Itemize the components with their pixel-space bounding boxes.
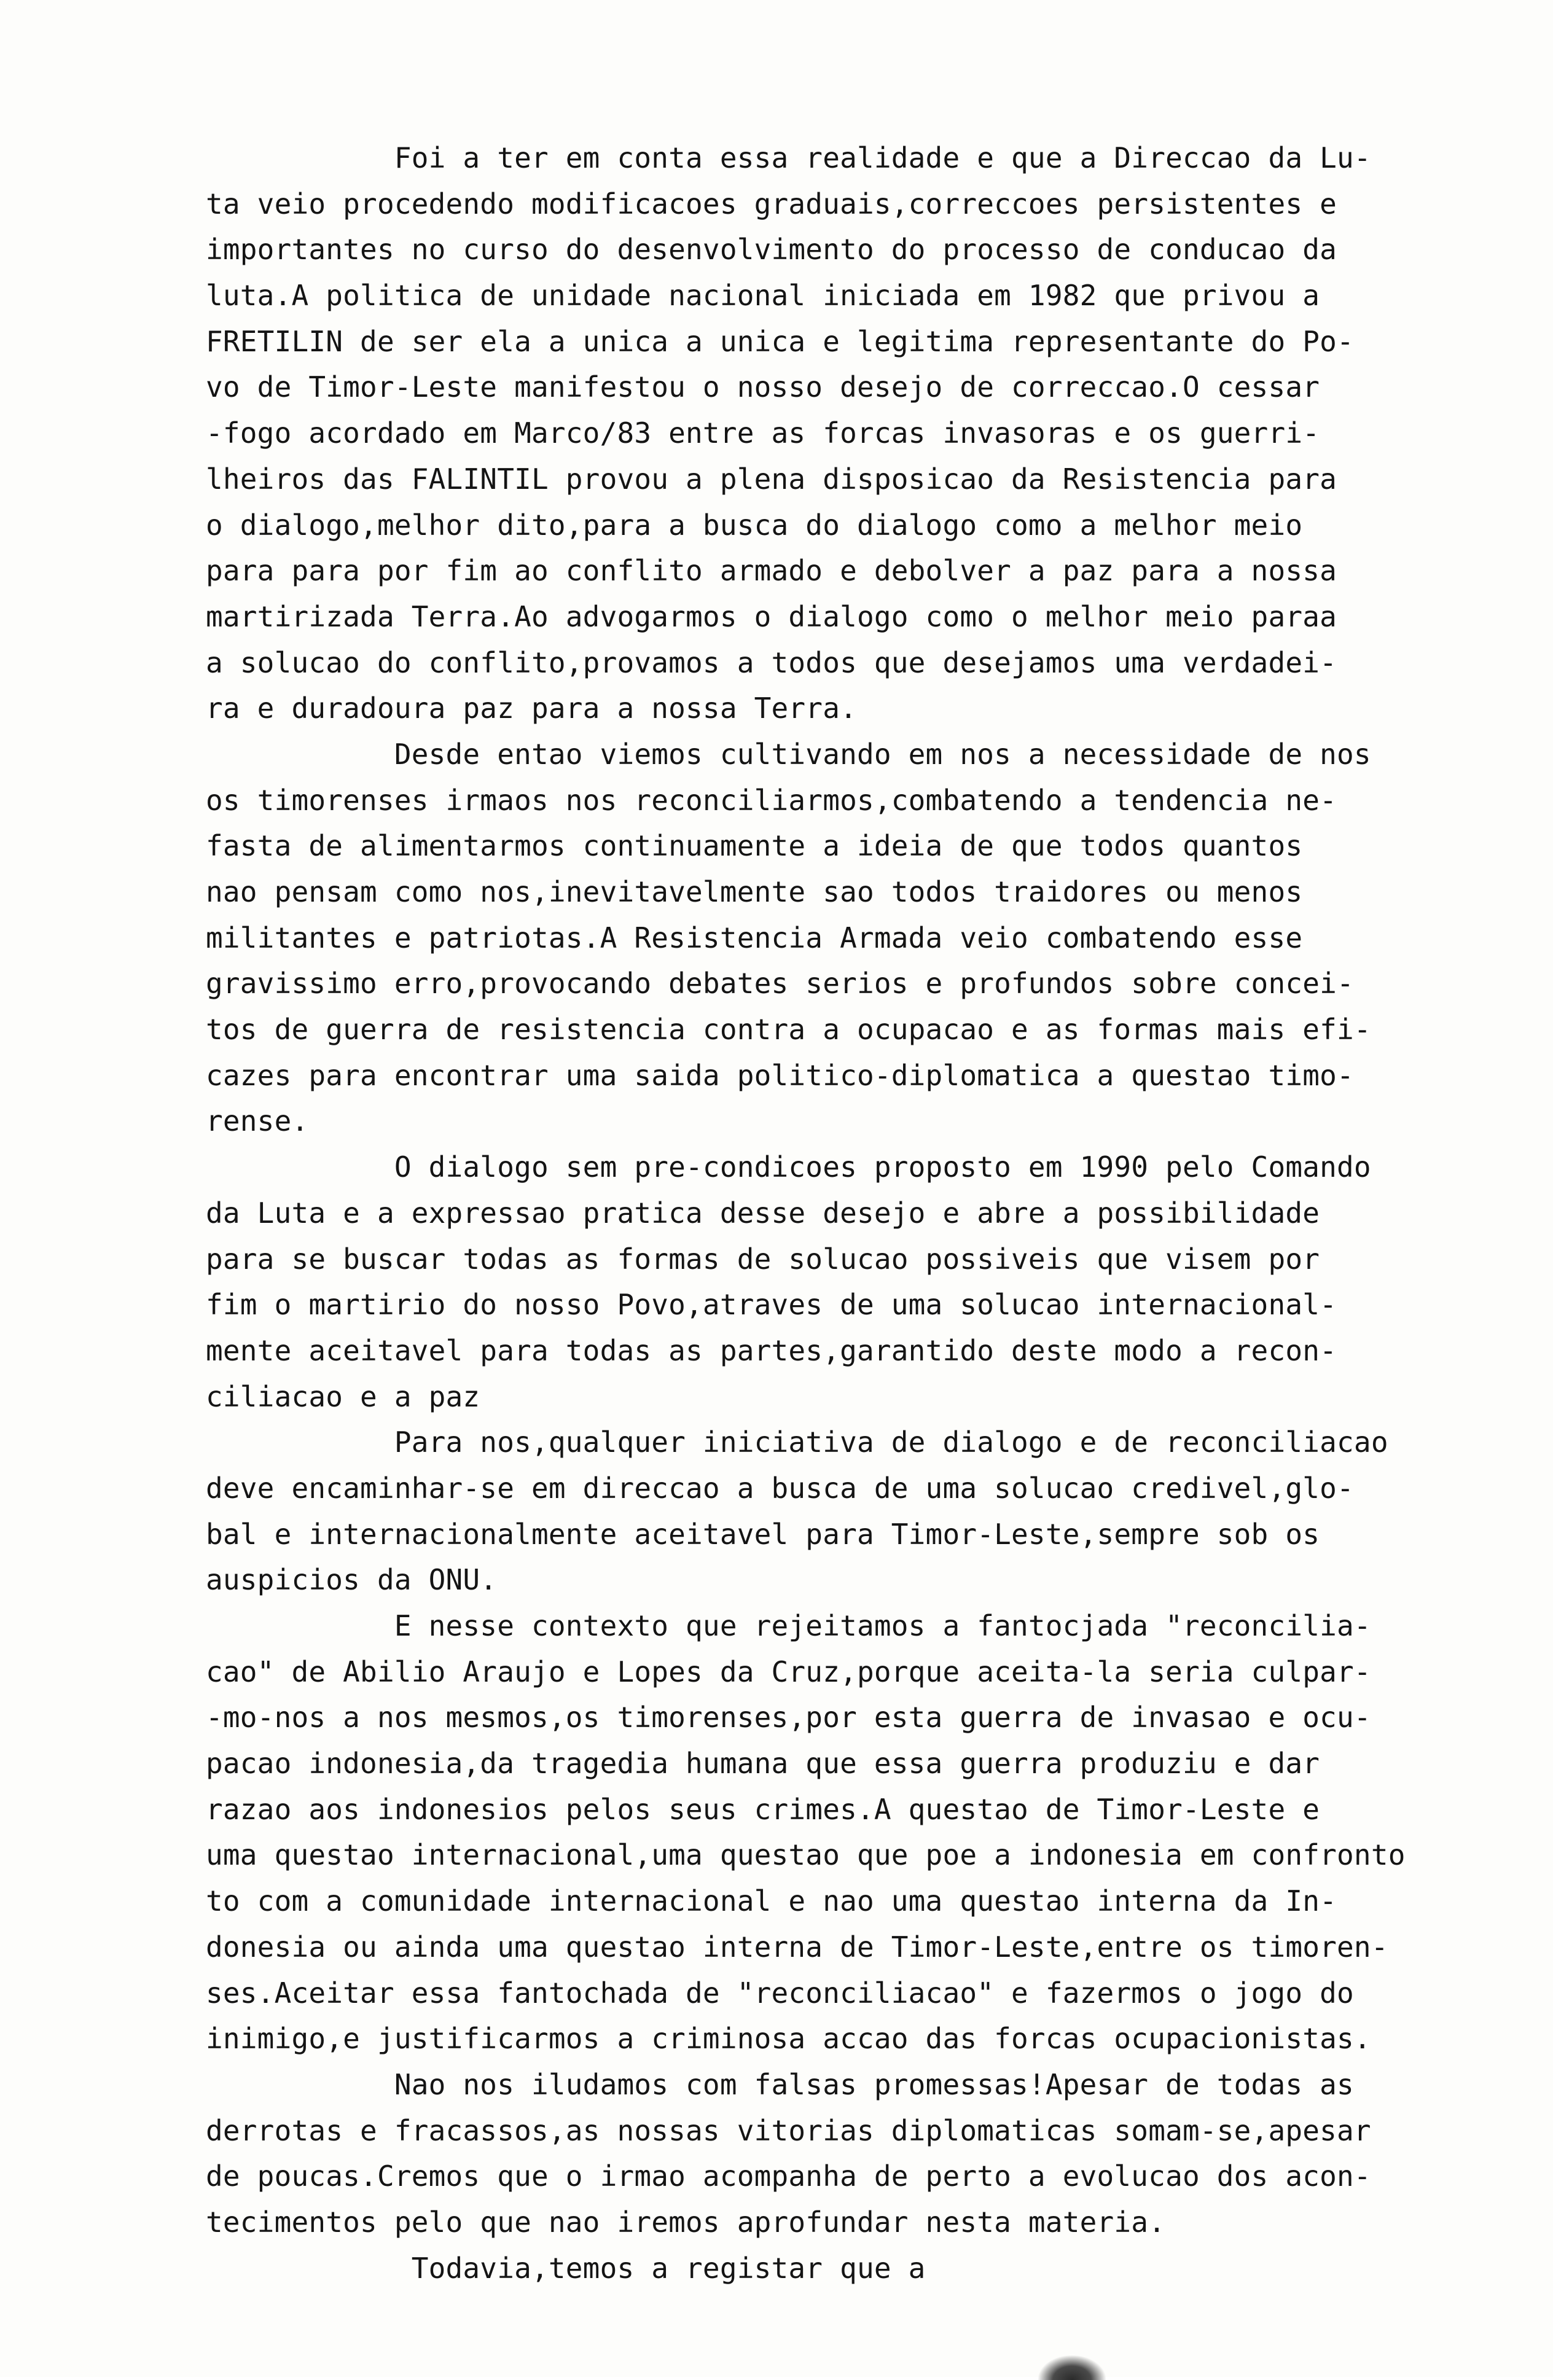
text-line: Nao nos iludamos com falsas promessas!Apesar de todas as	[206, 2067, 1354, 2101]
text-line: auspicios da ONU.	[206, 1563, 498, 1597]
text-line: fim o martirio do nosso Povo,atraves de uma solucao internacional-	[206, 1288, 1337, 1322]
text-line: fasta de alimentarmos continuamente a ideia de que todos quantos	[206, 829, 1303, 863]
text-line: derrotas e fracassos,as nossas vitorias diplomaticas somam-se,apesar	[206, 2113, 1371, 2147]
text-line: ses.Aceitar essa fantochada de "reconciliacao" e fazermos o jogo do	[206, 1976, 1354, 2010]
text-line: lheiros das FALINTIL provou a plena disposicao da Resistencia para	[206, 462, 1337, 496]
text-line: da Luta e a expressao pratica desse desejo e abre a possibilidade	[206, 1196, 1320, 1230]
ink-smudge-mark	[1038, 2355, 1106, 2380]
text-line: ciliacao e a paz	[206, 1379, 480, 1413]
text-line: ta veio procedendo modificacoes graduais,correccoes persistentes e	[206, 187, 1337, 220]
text-line: de poucas.Cremos que o irmao acompanha de perto a evolucao dos acon-	[206, 2160, 1371, 2193]
text-line: tos de guerra de resistencia contra a ocupacao e as formas mais efi-	[206, 1013, 1371, 1047]
text-line: ra e duradoura paz para a nossa Terra.	[206, 692, 857, 725]
text-line: E nesse contexto que rejeitamos a fantocjada "reconcilia-	[206, 1609, 1371, 1642]
text-line: pacao indonesia,da tragedia humana que essa guerra produziu e dar	[206, 1747, 1320, 1781]
text-line: uma questao internacional,uma questao que poe a indonesia em confronto	[206, 1838, 1406, 1872]
text-line: donesia ou ainda uma questao interna de Timor-Leste,entre os timoren-	[206, 1930, 1388, 1964]
text-line: luta.A politica de unidade nacional iniciada em 1982 que privou a	[206, 279, 1320, 313]
text-line: gravissimo erro,provocando debates serios e profundos sobre concei-	[206, 967, 1354, 1001]
text-line: to com a comunidade internacional e nao uma questao interna da In-	[206, 1884, 1337, 1918]
text-line: O dialogo sem pre-condicoes proposto em 1990 pelo Comando	[206, 1150, 1371, 1184]
text-line: o dialogo,melhor dito,para a busca do dialogo como a melhor meio	[206, 508, 1303, 542]
text-line: nao pensam como nos,inevitavelmente sao todos traidores ou menos	[206, 875, 1303, 908]
text-line: para se buscar todas as formas de solucao possiveis que visem por	[206, 1242, 1320, 1276]
text-line: martirizada Terra.Ao advogarmos o dialogo como o melhor meio paraa	[206, 599, 1337, 633]
text-line: para para por fim ao conflito armado e debolver a paz para a nossa	[206, 554, 1337, 588]
text-line: Desde entao viemos cultivando em nos a necessidade de nos	[206, 737, 1371, 771]
text-line: -fogo acordado em Marco/83 entre as forcas invasoras e os guerri-	[206, 416, 1320, 450]
text-line: importantes no curso do desenvolvimento do processo de conducao da	[206, 233, 1337, 267]
text-line: -mo-nos a nos mesmos,os timorenses,por esta guerra de invasao e ocu-	[206, 1701, 1371, 1734]
text-line: razao aos indonesios pelos seus crimes.A questao de Timor-Leste e	[206, 1792, 1320, 1826]
text-line: cazes para encontrar uma saida politico-diplomatica a questao timo-	[206, 1058, 1354, 1092]
text-line: deve encaminhar-se em direccao a busca de uma solucao credivel,glo-	[206, 1471, 1354, 1505]
text-line: Todavia,temos a registar que a	[206, 2251, 926, 2285]
text-line: FRETILIN de ser ela a unica a unica e legitima representante do Po-	[206, 324, 1354, 358]
text-line: a solucao do conflito,provamos a todos que desejamos uma verdadei-	[206, 646, 1337, 679]
text-line: inimigo,e justificarmos a criminosa accao das forcas ocupacionistas.	[206, 2022, 1371, 2056]
text-line: os timorenses irmaos nos reconciliarmos,combatendo a tendencia ne-	[206, 783, 1337, 817]
text-line: tecimentos pelo que nao iremos aprofundar nesta materia.	[206, 2205, 1166, 2239]
text-line: bal e internacionalmente aceitavel para Timor-Leste,sempre sob os	[206, 1517, 1320, 1551]
text-line: militantes e patriotas.A Resistencia Armada veio combatendo esse	[206, 921, 1303, 954]
text-line: Foi a ter em conta essa realidade e que a Direccao da Lu-	[206, 141, 1371, 174]
text-line: Para nos,qualquer iniciativa de dialogo e de reconciliacao	[206, 1426, 1388, 1459]
body-text	[206, 135, 1484, 2291]
text-line: vo de Timor-Leste manifestou o nosso desejo de correccao.O cessar	[206, 370, 1320, 404]
text-line: mente aceitavel para todas as partes,garantido deste modo a recon-	[206, 1333, 1337, 1367]
text-line: rense.	[206, 1104, 309, 1138]
text-line: cao" de Abilio Araujo e Lopes da Cruz,porque aceita-la seria culpar-	[206, 1655, 1371, 1688]
